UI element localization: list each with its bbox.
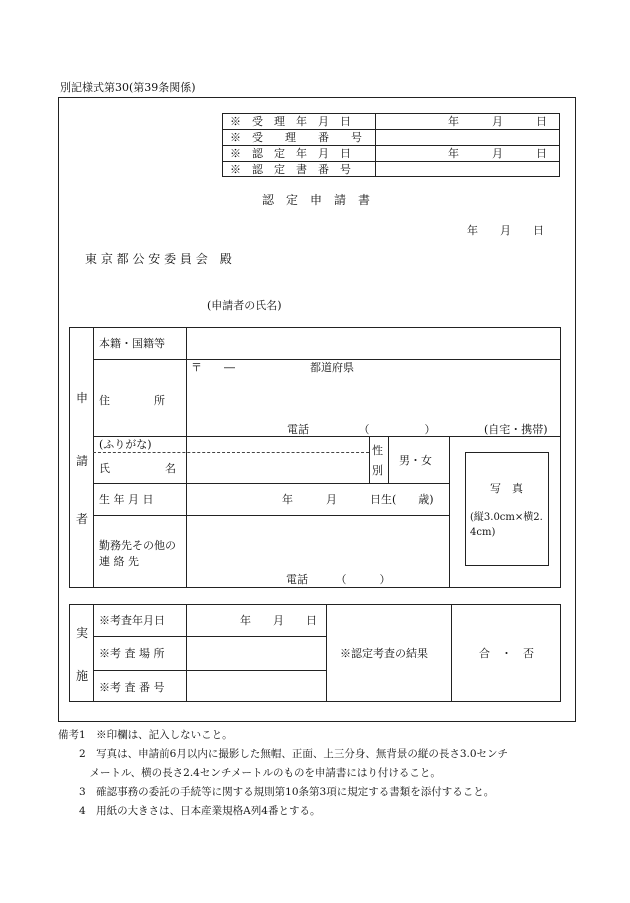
postal-code: 〒 ―: [191, 361, 235, 374]
exam-number-label: ※考 査 番 号: [99, 681, 165, 694]
remarks: [58, 726, 578, 821]
exam-place-label: ※考 査 場 所: [99, 647, 165, 660]
exam-side-label-1: 実: [76, 626, 89, 640]
remark-2: 2 写真は、申請前6月以内に撮影した無帽、正面、上三分身、無背景の縦の長さ3.0センチ: [58, 748, 509, 760]
applicant-name-label: (申請者の氏名): [207, 299, 282, 312]
sex-label: 性別: [372, 444, 383, 477]
application-date: 年 月 日: [467, 224, 544, 237]
exam-date-value: 年 月 日: [240, 614, 317, 627]
certified-date-label: ※ 認 定 年 月 日: [230, 147, 351, 160]
form-number: 別記様式第30(第39条関係): [60, 81, 196, 94]
exam-result-label: ※認定考査の結果: [340, 647, 428, 660]
sex-value: 男・女: [399, 454, 432, 467]
photo-box: [465, 452, 549, 566]
exam-result-value: 合 ・ 否: [479, 647, 534, 660]
addressee: 東 京 都 公 安 委 員 会 殿: [85, 252, 232, 266]
furigana-label: (ふりがな): [99, 438, 152, 451]
exam-side-label-2: 施: [76, 669, 89, 683]
photo-size: (縦3.0cm×横2.4cm): [470, 512, 543, 538]
applicant-side-label-1: 申: [76, 391, 89, 405]
remark-4: 4 用紙の大きさは、日本産業規格A列4番とする。: [58, 805, 321, 817]
received-number-label: ※ 受 理 番 号: [230, 131, 362, 144]
certificate-number-label: ※ 認 定 書 番 号: [230, 163, 351, 176]
remark-2-cont: メートル、横の長さ2.4センチメートルのものを申請書にはり付けること。: [58, 767, 441, 779]
applicant-side-label-2: 請: [76, 454, 89, 468]
remark-3: 3 確認事務の委託の手続等に関する規則第10条第3項に規定する書類を添付すること。: [58, 786, 495, 798]
exam-date-label: ※考査年月日: [99, 614, 165, 627]
work-phone: 電話 （ ）: [286, 573, 391, 586]
document-title: 認 定 申 請 書: [262, 193, 371, 207]
prefecture: 都道府県: [310, 361, 354, 374]
received-date-label: ※ 受 理 年 月 日: [230, 115, 351, 128]
photo-title: 写 真: [490, 482, 523, 495]
home-phone: 電話 （ ）: [287, 423, 436, 436]
honseki-label: 本籍・国籍等: [99, 337, 165, 350]
applicant-side-label-3: 者: [76, 512, 89, 526]
birth-date-label: 生 年 月 日: [99, 493, 154, 506]
phone-note: (自宅・携帯): [484, 423, 548, 436]
address-label: 住 所: [99, 394, 165, 407]
received-date-value: 年 月 日: [448, 115, 547, 128]
birth-date-value: 年 月 日生( 歳): [282, 493, 434, 506]
name-label: 氏 名: [99, 462, 176, 475]
remark-1: 備考1 ※印欄は、記入しないこと。: [58, 729, 233, 741]
work-contact-label: 勤務先その他の 連 絡 先: [99, 539, 176, 568]
certified-date-value: 年 月 日: [448, 147, 547, 160]
